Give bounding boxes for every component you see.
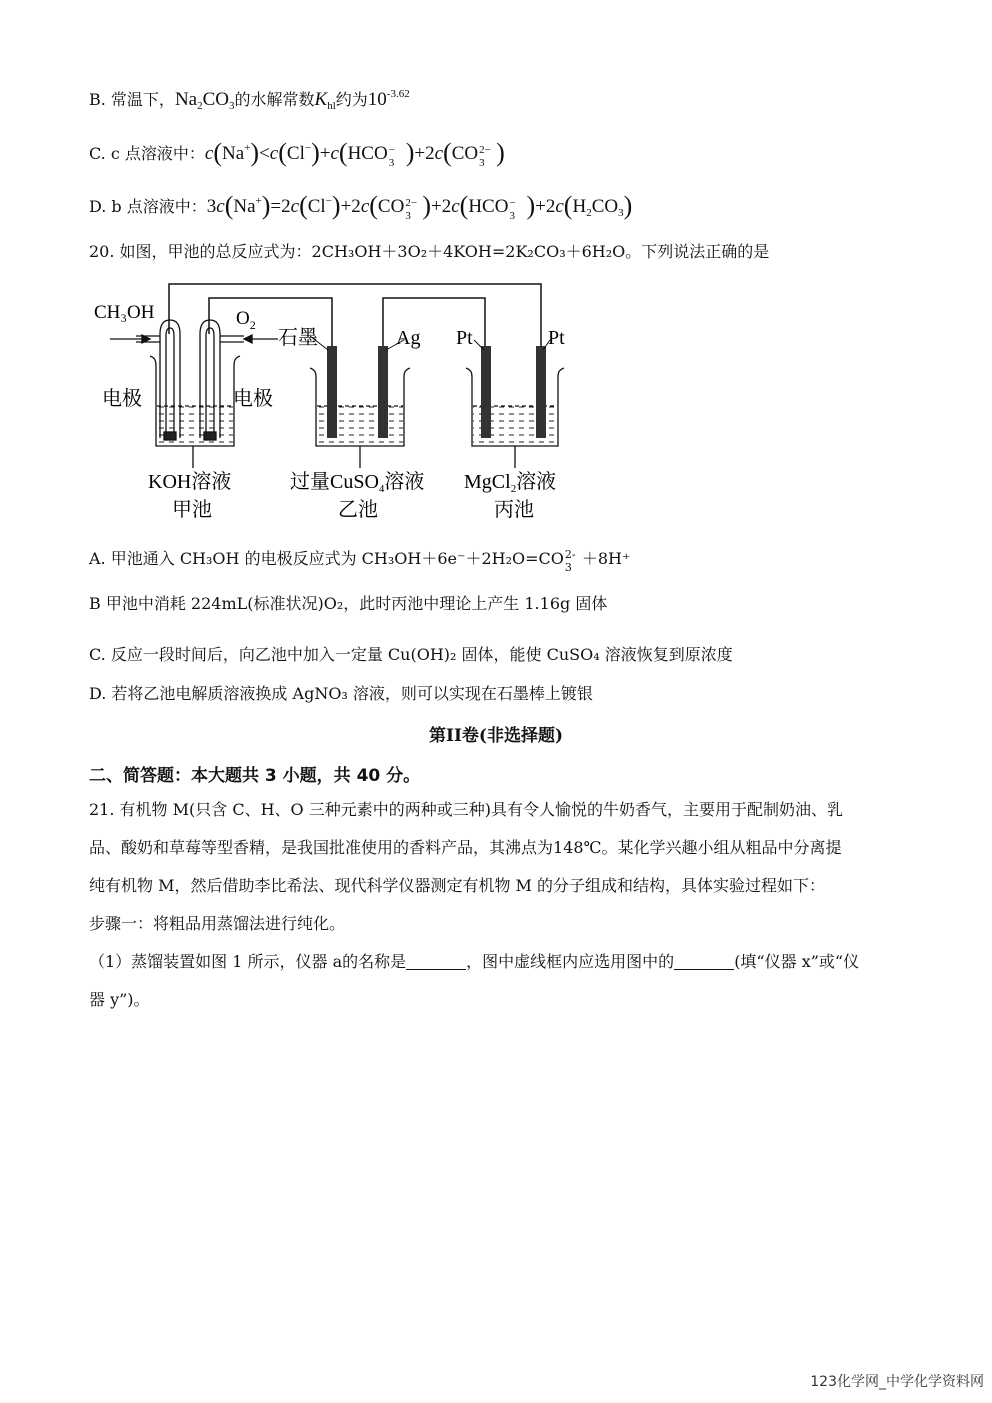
base: 10 (367, 89, 387, 110)
section-title: 第II卷(非选择题) (429, 726, 563, 746)
question-21-line-1: 21. 有机物 M(只含 C、H、O 三种元素中的两种或三种)具有令人愉悦的牛奶香气，主要用于配制奶油、乳 (89, 800, 843, 819)
answer-blank-2[interactable] (674, 951, 734, 970)
cuso4-label: 过量CuSO$_4$溶液 (290, 471, 425, 495)
option-text: 约为 (335, 90, 368, 109)
question-21 (89, 791, 909, 1019)
question-21-line-3: 纯有机物 M，然后借助李比希法、现代科学仪器测定有机物 M 的分子组成和结构，具体实验过程如下： (89, 876, 826, 895)
pt-rod-right (536, 346, 546, 438)
k-subscript: hl (327, 100, 336, 112)
cell-1-arrows (110, 335, 278, 343)
cell-2-name: 乙池 (338, 499, 378, 521)
answer-blank-1[interactable] (406, 951, 466, 970)
question-20-option-a (89, 546, 631, 574)
option-text: A. 甲池通入 CH₃OH 的电极反应式为 CH₃OH＋6e⁻＋2H₂O=CO (89, 549, 564, 568)
footer-watermark: 123化学网_中学化学资料网 (810, 1374, 984, 1390)
question-20-option-c: C. 反应一段时间后，向乙池中加入一定量 Cu(OH)₂ 固体，能使 CuSO₄ 溶液恢复到原浓度 (89, 645, 733, 664)
option-label: C. c 点溶液中： (89, 144, 205, 163)
option-b-hydrolysis (89, 88, 410, 112)
o2-label: $O_2$ (236, 308, 256, 332)
sub-question-text: (填“仪器 x”或“仪 (734, 952, 860, 971)
electrode-right-label: 电极 (233, 388, 273, 410)
pt-left-label: Pt (456, 327, 473, 349)
pt-rod-left (481, 346, 491, 438)
cell-3-name: 丙池 (494, 499, 534, 521)
question-20-option-d: D. 若将乙池电解质溶液换成 AgNO₃ 溶液，则可以实现在石墨棒上镀银 (89, 684, 593, 703)
question-21-step-1: 步骤一：将粗品用蒸馏法进行纯化。 (89, 914, 346, 933)
inequality-formula: c(Na+)<c(Cl−)+c(HCO − 3 )+2c(CO 2− 3 ) (204, 138, 505, 169)
question-21-line-2: 品、酸奶和草莓等型香精，是我国批准使用的香料产品，其沸点为148℃。某化学兴趣小组从粗品中分离提 (89, 838, 842, 857)
question-20-option-b: B 甲池中消耗 224mL(标准状况)O₂，此时丙池中理论上产生 1.16g 固体 (89, 594, 608, 613)
ag-label: Ag (396, 327, 421, 349)
mgcl2-label: MgCl$_2$溶液 (464, 471, 557, 495)
section-heading: 二、简答题：本大题共 3 小题，共 40 分。 (89, 766, 421, 786)
formula-na2co3: $Na_2CO_3$ (174, 89, 235, 112)
option-text: 的水解常数 (234, 90, 315, 109)
formula-text: Na (174, 89, 198, 110)
option-text: ＋8H⁺ (581, 549, 631, 568)
equality-formula: 3c(Na+)=2c(Cl−)+2c(CO 2− 3 )+2c(HCO − 3 )$+2c(H_2CO_3)$ (206, 191, 633, 222)
pt-right-label: Pt (548, 327, 565, 349)
exponent: -3.62 (386, 88, 410, 100)
question-20-stem: 20. 如图，甲池的总反应式为：2CH₃OH＋3O₂＋4KOH=2K₂CO₃＋6H₂O。下列说法正确的是 (89, 242, 770, 261)
charge-sub: 2- 3 (564, 548, 576, 574)
cell-3-beaker (466, 368, 564, 468)
k-symbol (315, 89, 336, 110)
question-21-sub-1-end: 器 y”)。 (89, 990, 150, 1009)
graphite-label: 石墨 (278, 327, 318, 349)
electrochemistry-diagram (88, 278, 588, 528)
cell-1-name: 甲池 (172, 499, 212, 521)
option-d-material (89, 191, 633, 222)
question-21-sub-1 (89, 943, 909, 981)
option-label: D. b 点溶液中： (89, 197, 207, 216)
wires (169, 284, 541, 348)
exponent-value (368, 89, 410, 110)
k-letter: K (314, 89, 328, 110)
ch3oh-label: CH₃OH (94, 302, 155, 323)
sub-question-text: （1）蒸馏装置如图 1 所示，仪器 a的名称是 (89, 952, 407, 971)
option-c-charge (89, 138, 505, 169)
koh-label: KOH溶液 (148, 471, 232, 493)
cell-1-beaker (136, 320, 244, 468)
silver-rod (378, 346, 388, 438)
option-label: B. 常温下， (89, 90, 175, 109)
sub-question-text: ，图中虚线框内应选用图中的 (466, 952, 675, 971)
cell-2-beaker (310, 368, 410, 468)
electrode-left-label: 电极 (102, 388, 142, 410)
graphite-rod (327, 346, 337, 438)
